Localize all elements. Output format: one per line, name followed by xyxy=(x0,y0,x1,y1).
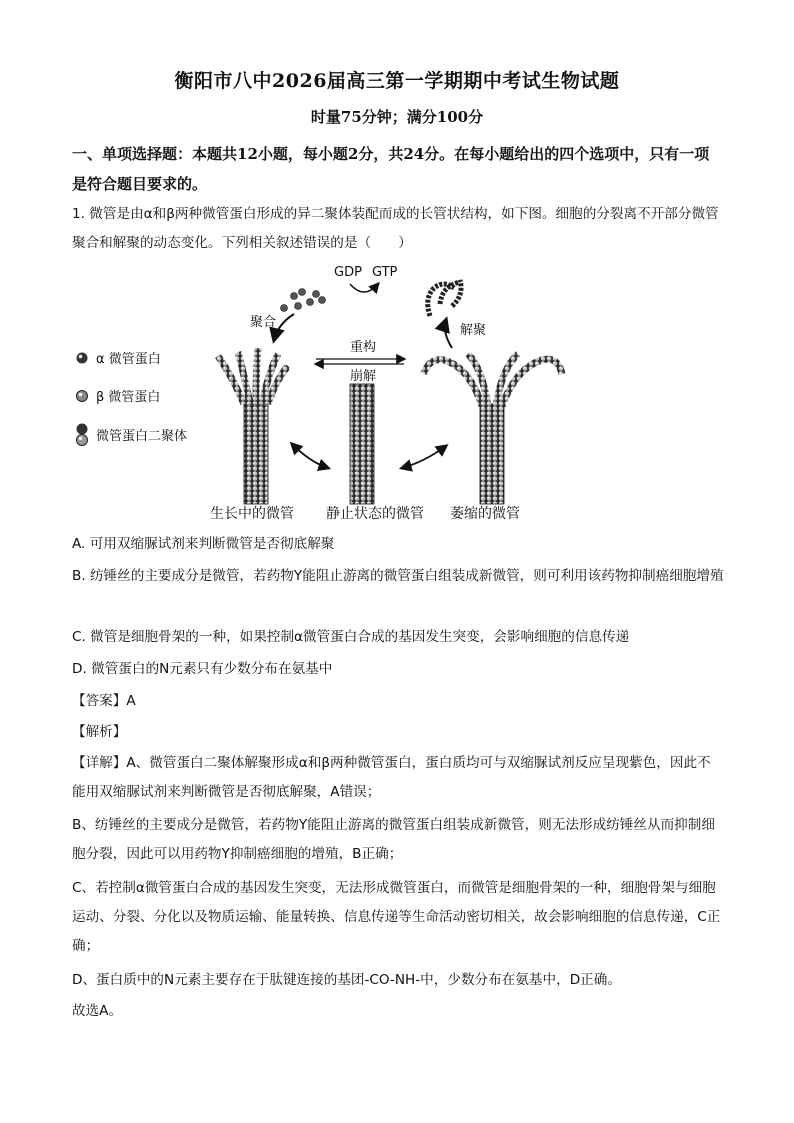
alpha-tubulin-icon xyxy=(77,353,88,364)
disassemble-label: 解聚 xyxy=(460,323,487,338)
gdp-gtp-exchange-arrow xyxy=(350,284,378,292)
free-oligomers-right xyxy=(428,280,461,316)
answer-line: 【答案】A xyxy=(72,693,136,709)
disassemble-arrow xyxy=(445,320,452,348)
legend-dimer-label: 微管蛋白二聚体 xyxy=(96,429,188,444)
detail-c: C、若控制α微管蛋白合成的基因发生突变，无法形成微管蛋白，而微管是细胞骨架的一种，细胞骨架与细胞运动、分裂、分化以及物质运输、能量转换、信息传递等生命活动密切相关，故会影响细胞的信息传递，C正确； xyxy=(72,880,721,954)
legend-alpha-label: α 微管蛋白 xyxy=(96,352,161,367)
detail-d: D、蛋白质中的N元素主要存在于肽键连接的基团-CO-NH-中，少数分布在氨基中，D正确。 xyxy=(72,972,621,988)
caption-steady: 静止状态的微管 xyxy=(326,506,424,522)
caption-shrinking: 萎缩的微管 xyxy=(450,506,520,522)
microtubule-figure xyxy=(72,256,632,528)
option-d: D. 微管蛋白的N元素只有少数分布在氨基中 xyxy=(72,661,333,677)
section-heading: 一、单项选择题：本题共12小题，每小题2分，共24分。在每小题给出的四个选项中，只有一项是符合题目要求的。 xyxy=(72,145,710,193)
beta-tubulin-icon xyxy=(77,391,88,402)
steady-microtubule xyxy=(350,384,374,504)
option-b: B. 纺锤丝的主要成分是微管，若药物Y能阻止游离的微管蛋白组装成新微管，则可利用该药物抑制癌细胞增殖 xyxy=(72,568,724,584)
page-title: 衡阳市八中2026届高三第一学期期中考试生物试题 xyxy=(174,70,620,92)
assemble-arrow xyxy=(274,314,294,340)
legend-beta-label: β 微管蛋白 xyxy=(96,390,161,405)
caption-growing: 生长中的微管 xyxy=(210,506,294,522)
option-c: C. 微管是细胞骨架的一种，如果控制α微管蛋白合成的基因发生突变，会影响细胞的信息传递 xyxy=(72,629,630,645)
detail-b: B、纺锤丝的主要成分是微管，若药物Y能阻止游离的微管蛋白组装成新微管，则无法形成纺锤丝从而抑制细胞分裂，因此可以用药物Y抑制癌细胞的增殖，B正确； xyxy=(72,817,715,862)
exam-duration-score: 时量75分钟；满分100分 xyxy=(310,108,484,126)
cycle-arrow-left xyxy=(292,444,328,468)
legend xyxy=(77,351,188,446)
question-1-stem: 1. 微管是由α和β两种微管蛋白形成的异二聚体装配而成的长管状结构，如下图。细胞的分裂离不开部分微管聚合和解聚的动态变化。下列相关叙述错误的是（ ） xyxy=(72,206,719,251)
cycle-arrow-left-back xyxy=(292,444,328,468)
rebuild-label: 重构 xyxy=(350,340,377,355)
analysis-heading: 【解析】 xyxy=(72,724,127,740)
assemble-label: 聚合 xyxy=(250,315,277,330)
collapse-label: 崩解 xyxy=(350,369,377,384)
cycle-arrow-right xyxy=(402,446,446,468)
shrinking-microtubule xyxy=(424,354,562,504)
option-a: A. 可用双缩脲试剂来判断微管是否彻底解聚 xyxy=(72,536,335,552)
gdp-label: GDP xyxy=(334,265,362,280)
cycle-arrow-right-back xyxy=(402,446,446,468)
tubulin-dimer-icon xyxy=(77,424,88,446)
detail-a: 【详解】A、微管蛋白二聚体解聚形成α和β两种微管蛋白，蛋白质均可与双缩脲试剂反应呈现紫色，因此不能用双缩脲试剂来判断微管是否彻底解聚，A错误； xyxy=(72,755,711,800)
growing-microtubule xyxy=(218,348,288,504)
conclusion-line: 故选A。 xyxy=(72,1003,123,1019)
free-dimers-left xyxy=(281,289,326,312)
gtp-label: GTP xyxy=(372,265,398,280)
